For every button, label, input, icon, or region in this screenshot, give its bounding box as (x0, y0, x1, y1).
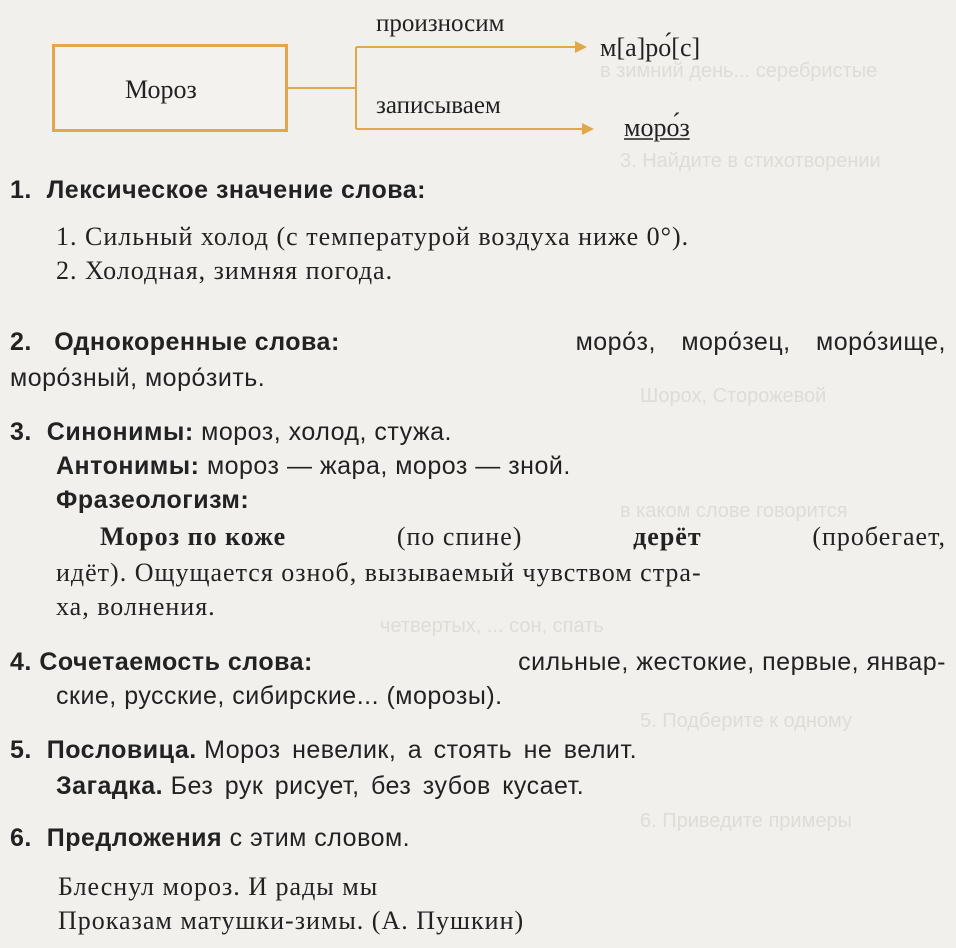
phraseologism-title: Фразеологизм: (56, 486, 250, 514)
proverb-line: 5. Пословица. Мороз невелик, а стоять не велит. (10, 736, 638, 764)
pronounce-result: м[а]ро́[с] (600, 33, 701, 62)
section-1-heading: 1. Лексическое значение слова: (10, 176, 427, 204)
section-2-line-2: моро́зный, моро́зить. (10, 364, 266, 392)
phraseologism-line-3: ха, волнения. (56, 592, 216, 621)
phraseologism-line-2: идёт). Ощущается озноб, вызываемый чувством стра- (56, 558, 702, 587)
sentences-heading: 6. Предложения с этим словом. (10, 824, 411, 852)
write-result: моро́з (624, 113, 690, 142)
riddle-line: Загадка. Без рук рисует, без зубов кусает. (56, 772, 585, 800)
synonyms-line: 3. Синонимы: мороз, холод, стужа. (10, 418, 452, 446)
poem-line-2: Проказам матушки-зимы. (А. Пушкин) (58, 906, 525, 935)
meaning-2: 2. Холодная, зимняя погода. (56, 256, 394, 285)
word-box-label: Мороз (125, 75, 197, 104)
pronounce-label: произносим (376, 10, 505, 37)
antonyms-line: Антонимы: мороз — жара, мороз — зной. (56, 452, 571, 480)
write-label: записываем (376, 92, 501, 119)
section-4-line-1: 4. Сочетаемость слова: сильные, жестокие, первые, январ- (10, 648, 946, 676)
phraseologism-line-1: Мороз по коже (по спине) дерёт (пробегает, (100, 522, 946, 551)
section-4-line-2: ские, русские, сибирские... (морозы). (56, 682, 503, 710)
section-2-line-1: 2. Однокоренные слова: моро́з, моро́зец, моро́зище, (10, 328, 946, 356)
meaning-1: 1. Сильный холод (с температурой воздуха ниже 0°). (56, 222, 690, 251)
poem-line-1: Блеснул мороз. И рады мы (58, 872, 379, 901)
